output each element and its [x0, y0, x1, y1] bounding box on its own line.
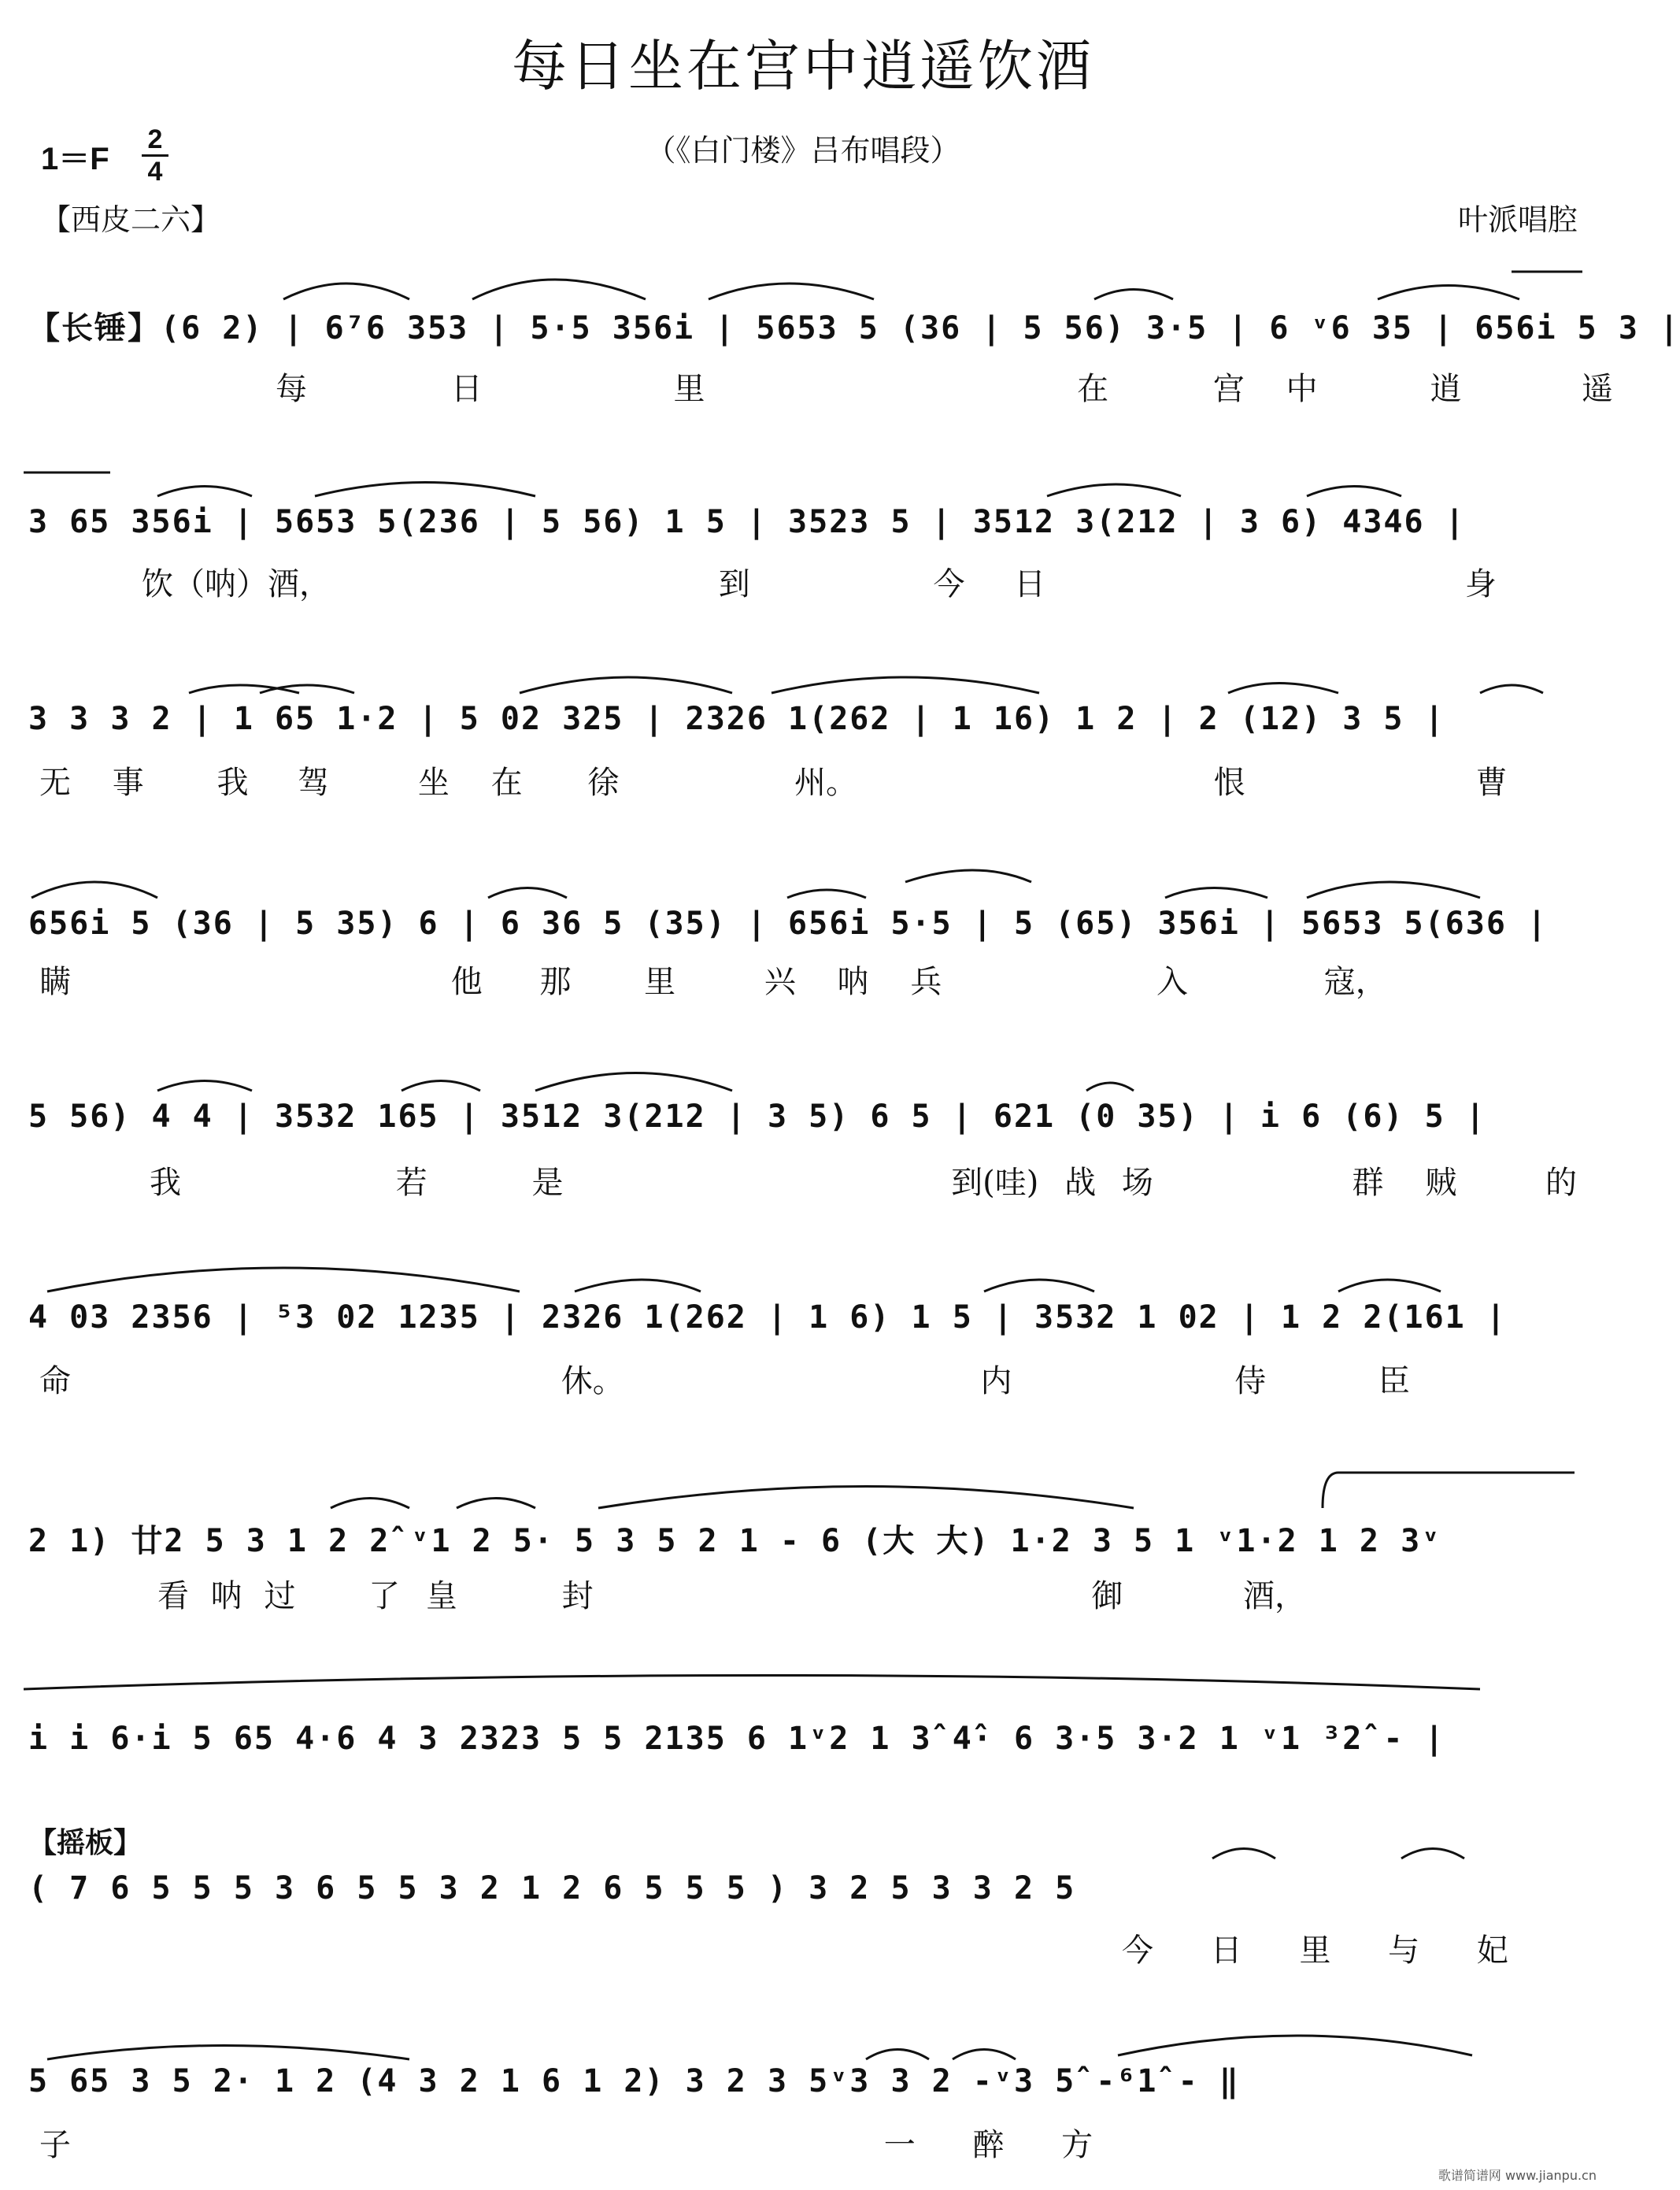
- lyric: 命: [39, 1363, 71, 1399]
- lyric: 今: [933, 566, 965, 602]
- lyric: 每: [276, 371, 307, 407]
- lyric: 皇: [425, 1578, 457, 1614]
- notation: (6 2) | 6⁷6 353 | 5·5 356i | 5653 5 (36 | 5 56) 3·5 | 6 ᵛ6 35 | 656i 5 3 |: [161, 310, 1680, 346]
- lyric: 醉: [972, 2127, 1005, 2163]
- lyric: 战: [1064, 1165, 1097, 1201]
- notation: 5 56) 4 4 | 3532 165 | 3512 3(212 | 3 5) 6 5 | 621 (0 35) | i 6 (6) 5 |: [28, 1099, 1486, 1135]
- notation: ( 7 6 5 5 5 3 6 5 5 3 2 1 2 6 5 5 5 ) 3 2 5 3 3 2 5: [28, 1870, 1076, 1907]
- lyric: 方: [1061, 2127, 1093, 2163]
- singer-style: 叶派唱腔: [1457, 202, 1578, 237]
- lyric: 我: [150, 1165, 181, 1201]
- lyric: 场: [1121, 1165, 1153, 1201]
- row-label: 【长锤】: [28, 310, 161, 346]
- notation: 5 65 3 5 2· 1 2 (4 3 2 1 6 1 2) 3 2 3 5ᵛ3 3 2 -ᵛ3 5̂ -⁶1̂ - ‖: [28, 2063, 1240, 2099]
- lyric: 与: [1388, 1932, 1420, 1969]
- lyric: 我: [216, 765, 249, 801]
- score-row-9: [28, 1870, 1075, 1907]
- lyric: 那: [539, 964, 572, 1000]
- time-signature: [142, 126, 168, 185]
- lyric: 坐: [417, 765, 450, 801]
- lyric: 他: [450, 964, 483, 1000]
- lyric: 事: [112, 765, 144, 801]
- watermark: 歌谱简谱网 www.jianpu.cn: [1438, 2168, 1597, 2183]
- lyric: 御: [1091, 1578, 1123, 1614]
- lyric: 子: [39, 2127, 71, 2163]
- score-row-7: [28, 1516, 1441, 1561]
- lyric-row-10: [39, 2120, 1093, 2165]
- lyric: 内: [980, 1363, 1012, 1399]
- score-row-2: [28, 504, 1466, 540]
- lyric: 的: [1545, 1165, 1577, 1201]
- score-row-5: [28, 1099, 1486, 1135]
- lyric: 身: [1464, 566, 1497, 602]
- lyric: 妃: [1476, 1932, 1508, 1969]
- time-denominator: 4: [147, 157, 163, 187]
- lyric-row-4: [39, 957, 1387, 1002]
- lyric: 若: [395, 1165, 427, 1201]
- score-row-1: [28, 303, 1680, 348]
- notation: 2 1) 廿2 5 3 1 2 2̂ ᵛ1 2 5· 5 3 5 2 1 - 6 (大 大) 1·2 3 5 1 ᵛ1·2 1 2 3ᵛ: [28, 1523, 1442, 1559]
- lyric: 徐: [587, 765, 620, 801]
- lyric: 日: [1210, 1932, 1242, 1969]
- lyric: 呐: [210, 1578, 242, 1614]
- notation: 3 65 356i | 5653 5(236 | 5 56) 1 5 | 3523 5 | 3512 3(212 | 3 6) 4346 |: [28, 504, 1466, 540]
- notation: i i 6·i 5 65 4·6 4 3 2323 5 5 2135 6 1ᵛ2 1 3̂ 4̂· 6 3·5 3·2 1 ᵛ1 ³2̂ - |: [28, 1721, 1445, 1757]
- lyric: 中: [1286, 371, 1318, 407]
- lyric: 在: [1077, 371, 1109, 407]
- lyric: 曹: [1475, 765, 1508, 801]
- lyric-row-2: [142, 559, 1497, 604]
- lyric: 无: [39, 765, 71, 801]
- score-row-6: [28, 1299, 1507, 1336]
- score-row-8: [28, 1721, 1445, 1757]
- lyric: 侍: [1234, 1363, 1267, 1399]
- lyric: 今: [1122, 1932, 1153, 1969]
- lyric: 遥: [1582, 371, 1614, 407]
- time-numerator: 2: [147, 124, 163, 154]
- lyric: 了: [368, 1578, 401, 1614]
- lyric: 州。: [794, 765, 858, 801]
- subtitle: （《白门楼》吕布唱段）: [646, 133, 960, 168]
- lyric: 里: [673, 371, 705, 407]
- score-row-4: [28, 906, 1548, 942]
- lyric: 酒，: [1243, 1578, 1307, 1614]
- lyric: 里: [644, 964, 676, 1000]
- lyric-row-1: [276, 364, 1613, 409]
- lyric: 臣: [1378, 1363, 1410, 1399]
- lyric: 日: [1014, 566, 1046, 602]
- lyric: 过: [264, 1578, 296, 1614]
- notation: 4 03 2356 | ⁵3 02 1235 | 2326 1(262 | 1 6) 1 5 | 3532 1 02 | 1 2 2(161 |: [28, 1299, 1507, 1336]
- lyric: 寇，: [1323, 964, 1387, 1000]
- lyric: 群: [1352, 1165, 1384, 1201]
- lyric-row-7: [157, 1571, 1306, 1616]
- lyric: 贼: [1425, 1165, 1457, 1201]
- lyric: 封: [561, 1578, 594, 1614]
- lyric: 到: [718, 566, 750, 602]
- lyric: 看: [157, 1578, 189, 1614]
- lyric: 宫: [1212, 371, 1245, 407]
- lyric: 逍: [1430, 371, 1462, 407]
- lyric: 到(哇): [951, 1165, 1039, 1201]
- lyric: 休。: [561, 1363, 624, 1399]
- lyric: 恨: [1213, 765, 1245, 801]
- mode-label: 【西皮二六】: [41, 202, 221, 237]
- key-signature: 1＝F: [41, 142, 109, 176]
- lyric-row-9: [1122, 1925, 1508, 1970]
- lyric: 呐: [837, 964, 869, 1000]
- lyric: 一: [883, 2127, 916, 2163]
- lyric: 兴: [764, 964, 796, 1000]
- section-label-yaoban: 【摇板】: [28, 1827, 142, 1859]
- notation: 3 3 3 2 | 1 65 1·2 | 5 02 325 | 2326 1(262 | 1 16) 1 2 | 2 (12) 3 5 |: [28, 701, 1445, 737]
- lyric: 驾: [298, 765, 330, 801]
- lyric: 饮（呐）酒，: [142, 566, 331, 602]
- lyric: 在: [490, 765, 523, 801]
- score-row-10: [28, 2063, 1240, 2099]
- lyric: 是: [531, 1165, 564, 1201]
- lyric-row-5: [150, 1158, 1577, 1202]
- lyric: 入: [1156, 964, 1189, 1000]
- lyric: 瞒: [39, 964, 71, 1000]
- lyric-row-6: [39, 1356, 1410, 1401]
- lyric: 兵: [910, 964, 942, 1000]
- score-row-3: [28, 701, 1445, 737]
- lyric-row-3: [39, 758, 1507, 802]
- notation: 656i 5 (36 | 5 35) 6 | 6 36 5 (35) | 656i 5·5 | 5 (65) 356i | 5653 5(636 |: [28, 906, 1549, 942]
- lyric: 日: [450, 371, 483, 407]
- page-title: 每日坐在宫中逍遥饮酒: [512, 34, 1094, 98]
- lyric: 里: [1299, 1932, 1331, 1969]
